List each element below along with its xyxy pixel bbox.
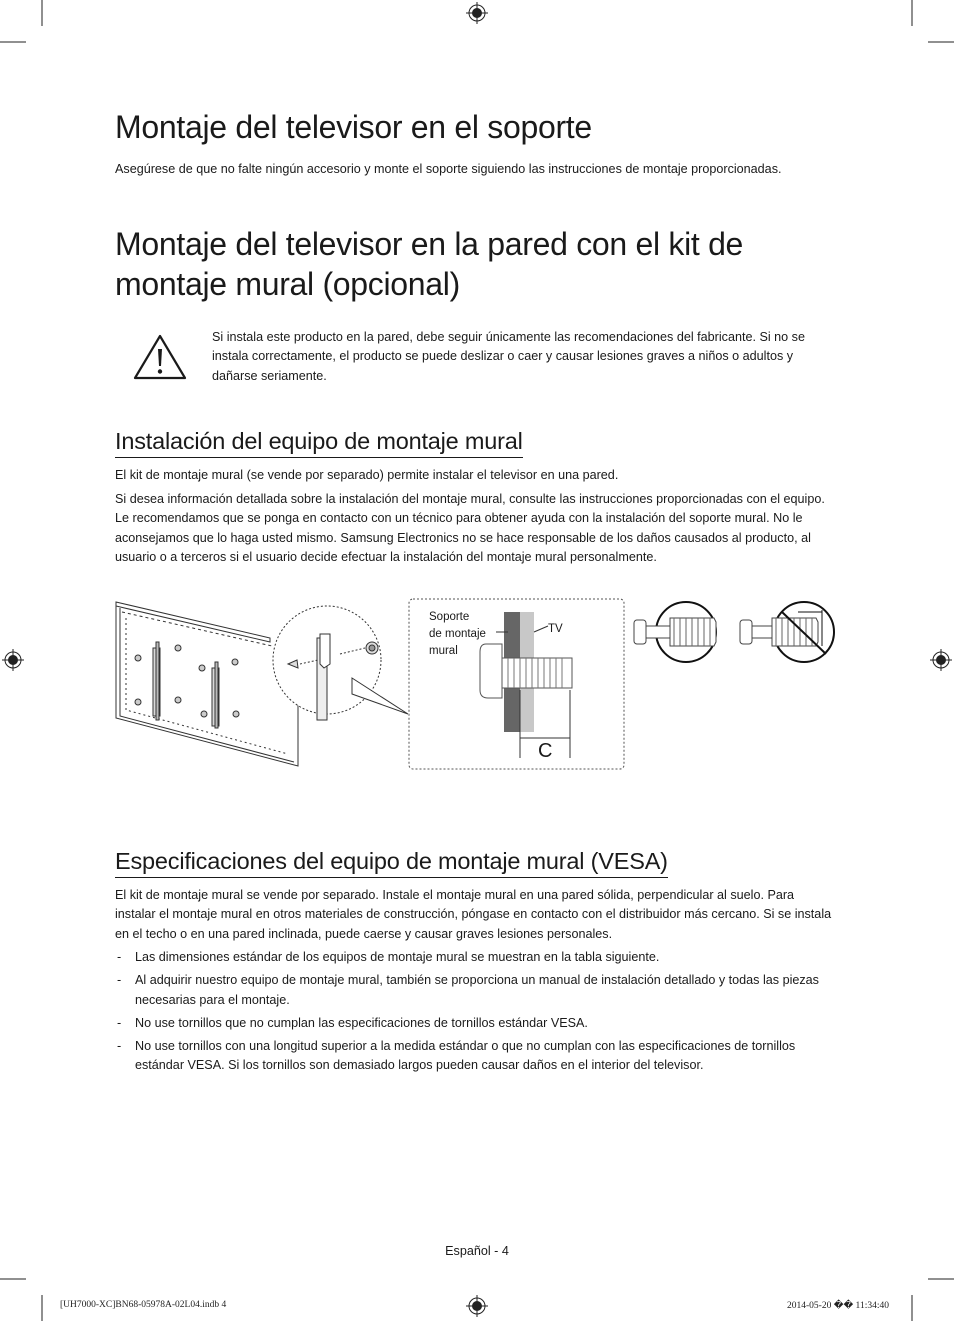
print-footer-left: [UH7000-XC]BN68-05978A-02L04.indb 4 (60, 1300, 227, 1310)
registration-mark-bottom (466, 1295, 488, 1317)
label-c: C (538, 740, 553, 762)
section-title-line-2: montaje mural (opcional) (115, 266, 460, 303)
section-title-line-1: Montaje del televisor en la pared con el kit de (115, 226, 744, 262)
warning-text: Si instala este producto en la pared, debe seguir únicamente las recomendaciones del fabricante. Si no se instala correctamente, el producto se puede deslizar o caer y causar lesiones graves a niños o adultos y dañarse seriamente. (212, 330, 805, 383)
label-bracket (429, 609, 486, 660)
registration-mark-right (930, 649, 952, 671)
section-heading-vesa: Especificaciones del equipo de montaje mural (VESA) (115, 848, 668, 878)
page-number: Español - 4 (445, 1244, 509, 1258)
section-heading-installation: Instalación del equipo de montaje mural (115, 428, 523, 458)
vesa-bullet-list (115, 948, 835, 1080)
intro-paragraph: Asegúrese de que no falte ningún accesorio y monte el soporte siguiendo las instrucciones de montaje proporcionadas. (115, 162, 782, 176)
screw-incorrect-icon (736, 600, 840, 666)
section-title-wall-mount (115, 225, 835, 304)
screw-correct-icon (630, 600, 740, 666)
list-item: - No use tornillos que no cumplan las especificaciones de tornillos estándar VESA. (115, 1014, 835, 1033)
section-heading-vesa-wrap (115, 848, 668, 878)
list-item: - No use tornillos con una longitud superior a la medida estándar o que no cumplan con las especificaciones de tornillos estándar VESA. Si los tornillos son demasiado largos pueden causar daños en el interior del televisor. (115, 1037, 835, 1076)
section-heading-installation-wrap (115, 428, 523, 458)
registration-mark-top (466, 2, 488, 24)
installation-paragraph-2: Si desea información detallada sobre la instalación del montaje mural, consulte las instrucciones proporcionadas con el equipo. Le recomendamos que se ponga en contacto con un técnico para obtener ayuda con la instalación del soporte mural. No le aconsejamos que lo haga usted mismo. Samsung Electronics no se hace responsable de los daños causados al producto, al usuario o a terceros si el usuario decide efectuar la instalación del montaje mural personalmente. (115, 492, 825, 564)
label-bracket-line-2: de montaje (429, 628, 486, 640)
label-bracket-line-3: mural (429, 645, 458, 657)
vesa-paragraph: El kit de montaje mural se vende por separado. Instale el montaje mural en una pared sólida, perpendicular al suelo. Para instalar el montaje mural en otros materiales de construcción, póngase en contacto con el distribuidor más cercano. Si se instala en el techo o en una pared inclinada, puede caerse y causar graves lesiones personales. (115, 888, 832, 941)
label-tv: TV (548, 623, 563, 635)
tv-back-illustration (112, 598, 412, 773)
page-title: Montaje del televisor en el soporte (115, 109, 592, 145)
label-bracket-line-1: Soporte (429, 611, 470, 623)
warning-triangle-icon (132, 333, 188, 381)
registration-mark-left (2, 649, 24, 671)
installation-paragraph-1: El kit de montaje mural (se vende por separado) permite instalar el televisor en una pared. (115, 468, 619, 482)
print-footer-right: 2014-05-20 �� 11:34:40 (787, 1301, 889, 1311)
list-item: - Las dimensiones estándar de los equipos de montaje mural se muestran en la tabla siguiente. (115, 948, 835, 967)
list-item: - Al adquirir nuestro equipo de montaje mural, también se proporciona un manual de instalación detallado y todas las piezas necesarias para el montaje. (115, 971, 835, 1010)
